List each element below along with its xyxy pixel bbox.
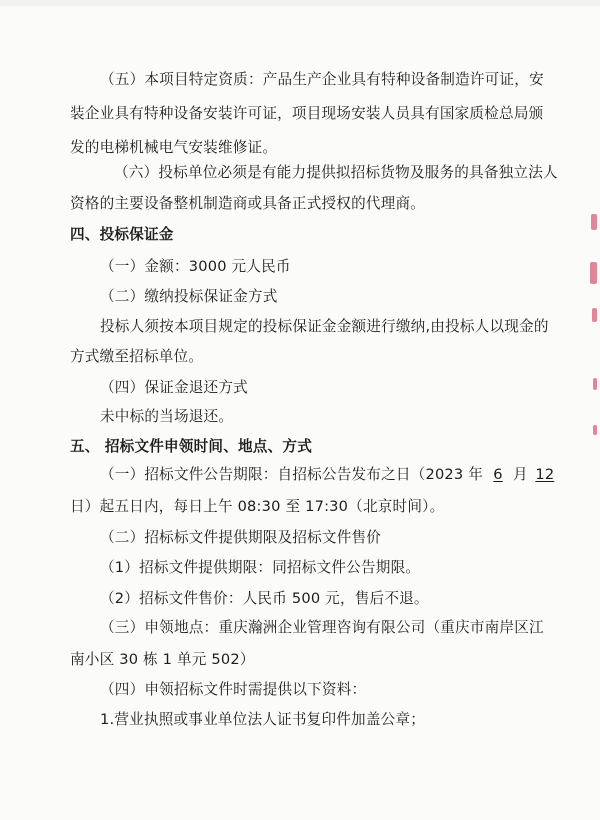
paragraph-line: 1.营业执照或事业单位法人证书复印件加盖公章； <box>100 711 425 728</box>
paragraph-line: 方式缴至招标单位。 <box>70 348 204 365</box>
section-heading-4: 四、投标保证金 <box>70 226 174 243</box>
paragraph-line: （四）保证金退还方式 <box>100 379 248 396</box>
paragraph-line: 装企业具有特种设备安装许可证，项目现场安装人员具有国家质检总局颁 <box>70 105 544 122</box>
stamp-edge-mark <box>590 262 597 284</box>
stamp-edge-mark <box>592 308 597 322</box>
paragraph-line: （五）本项目特定资质：产品生产企业具有特种设备制造许可证，安 <box>100 71 544 88</box>
month-label: 月 <box>513 466 528 483</box>
stamp-edge-mark <box>591 214 597 230</box>
paragraph-line: （2）招标文件售价：人民币 500 元，售后不退。 <box>100 590 429 607</box>
paragraph-line: 投标人须按本项目规定的投标保证金金额进行缴纳,由投标人以现金的 <box>100 318 549 335</box>
day-value: 12 <box>535 466 555 483</box>
date-text-prefix: （一）招标文件公告期限：自招标公告发布之日（2023 年 <box>100 466 484 483</box>
paragraph-line: （一）金额：3000 元人民币 <box>100 258 291 275</box>
paragraph-line: 资格的主要设备整机制造商或具备正式授权的代理商。 <box>70 195 426 212</box>
section-heading-5: 五、 招标文件申领时间、地点、方式 <box>70 438 312 455</box>
paragraph-line: （1）招标文件提供期限：同招标文件公告期限。 <box>100 559 421 576</box>
paragraph-line: 南小区 30 栋 1 单元 502） <box>70 651 255 668</box>
month-value: 6 <box>493 466 503 483</box>
paragraph-line: （二）招标标文件提供期限及招标文件售价 <box>100 529 382 546</box>
stamp-edge-mark <box>593 425 597 435</box>
paragraph-line: （六）投标单位必须是有能力提供拟招标货物及服务的具备独立法人 <box>114 164 558 181</box>
paragraph-line: （四）申领招标文件时需提供以下资料： <box>100 681 367 698</box>
stamp-edge-mark <box>593 378 597 390</box>
paragraph-line: 未中标的当场退还。 <box>100 408 234 425</box>
paragraph-line-date <box>100 465 562 485</box>
paragraph-line: 日）起五日内，每日上午 08:30 至 17:30（北京时间）。 <box>70 498 445 515</box>
paragraph-line: 发的电梯机械电气安装维修证。 <box>70 139 278 156</box>
paragraph-line: （三）申领地点：重庆瀚洲企业管理咨询有限公司（重庆市南岸区江 <box>100 619 544 636</box>
scan-shadow <box>0 0 600 6</box>
paragraph-line: （二）缴纳投标保证金方式 <box>100 288 278 305</box>
